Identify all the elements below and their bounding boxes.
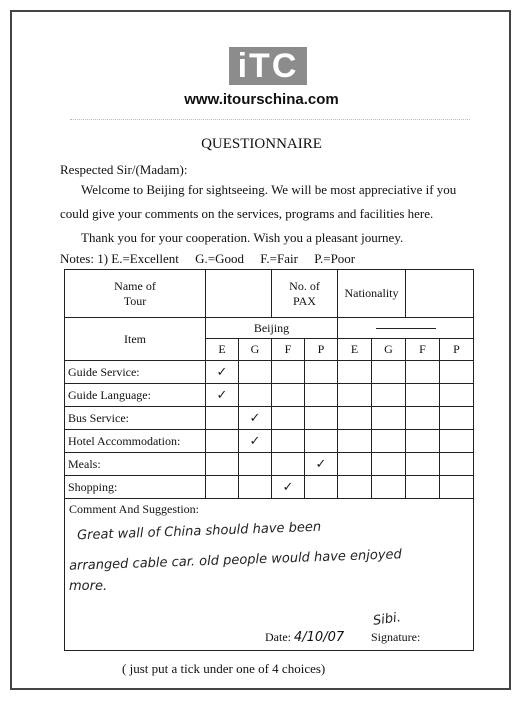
comment-label: Comment And Suggestion: bbox=[69, 502, 200, 516]
grade-notes: Notes: 1) E.=Excellent G.=Good F.=Fair P.=Poor bbox=[60, 251, 356, 266]
rating-cell[interactable] bbox=[372, 476, 406, 499]
grade-header-g: G bbox=[239, 339, 272, 361]
table-row bbox=[65, 407, 474, 430]
name-of-tour-value[interactable] bbox=[206, 270, 272, 318]
table-row bbox=[65, 453, 474, 476]
table-row bbox=[65, 476, 474, 499]
signature-label: Signature: bbox=[371, 630, 421, 644]
rating-cell[interactable] bbox=[272, 476, 305, 499]
dotted-divider bbox=[70, 119, 470, 120]
rating-cell[interactable] bbox=[206, 361, 239, 384]
rating-cell[interactable] bbox=[372, 430, 406, 453]
rating-cell[interactable] bbox=[406, 384, 440, 407]
check-mark-icon: ✓ bbox=[216, 364, 228, 380]
rating-cell[interactable] bbox=[372, 361, 406, 384]
rating-cell[interactable] bbox=[372, 453, 406, 476]
comment-box[interactable] bbox=[65, 499, 474, 651]
rating-cell[interactable] bbox=[338, 384, 372, 407]
rating-cell[interactable] bbox=[272, 361, 305, 384]
check-mark-icon: ✓ bbox=[282, 479, 294, 495]
rating-cell[interactable] bbox=[372, 384, 406, 407]
grade-header-e-2: E bbox=[338, 339, 372, 361]
check-mark-icon: ✓ bbox=[315, 456, 327, 472]
table-row bbox=[65, 361, 474, 384]
rating-cell[interactable] bbox=[338, 476, 372, 499]
check-mark-icon: ✓ bbox=[216, 387, 228, 403]
rating-cell[interactable] bbox=[305, 384, 338, 407]
check-mark-icon: ✓ bbox=[249, 410, 261, 426]
rating-cell[interactable] bbox=[239, 476, 272, 499]
rating-cell[interactable] bbox=[305, 407, 338, 430]
nationality-header: Nationality bbox=[338, 270, 406, 318]
table-row bbox=[65, 430, 474, 453]
rating-cell[interactable] bbox=[305, 430, 338, 453]
comment-line-1: Great wall of China should have been bbox=[76, 519, 322, 544]
rating-cell[interactable] bbox=[440, 407, 474, 430]
rating-cell[interactable] bbox=[272, 430, 305, 453]
rating-cell[interactable] bbox=[305, 453, 338, 476]
row-label: Guide Service: bbox=[65, 361, 206, 384]
rating-cell[interactable] bbox=[239, 407, 272, 430]
rating-cell[interactable] bbox=[440, 430, 474, 453]
rating-cell[interactable] bbox=[440, 361, 474, 384]
check-mark-icon: ✓ bbox=[249, 433, 261, 449]
row-label: Guide Language: bbox=[65, 384, 206, 407]
welcome-line-2: could give your comments on the services, programs and facilities here. bbox=[60, 206, 434, 221]
city-header: Beijing bbox=[206, 318, 338, 339]
grade-header-g-2: G bbox=[372, 339, 406, 361]
rating-cell[interactable] bbox=[372, 407, 406, 430]
rating-cell[interactable] bbox=[440, 453, 474, 476]
row-label: Bus Service: bbox=[65, 407, 206, 430]
date-value: 4/10/07 bbox=[294, 630, 345, 645]
page-title: QUESTIONNAIRE bbox=[201, 136, 322, 152]
rating-cell[interactable] bbox=[206, 453, 239, 476]
date-field: Date: 4/10/07 bbox=[265, 630, 345, 645]
rating-cell[interactable] bbox=[206, 384, 239, 407]
rating-cell[interactable] bbox=[305, 361, 338, 384]
row-label: Meals: bbox=[65, 453, 206, 476]
rating-cell[interactable] bbox=[406, 430, 440, 453]
row-label: Shopping: bbox=[65, 476, 206, 499]
questionnaire-table bbox=[64, 269, 474, 651]
rating-cell[interactable] bbox=[440, 384, 474, 407]
grade-header-f: F bbox=[272, 339, 305, 361]
nationality-value[interactable] bbox=[406, 270, 474, 318]
comment-line-3: more. bbox=[69, 579, 108, 594]
item-header: Item bbox=[65, 318, 206, 361]
rating-cell[interactable] bbox=[272, 407, 305, 430]
row-label: Hotel Accommodation: bbox=[65, 430, 206, 453]
signature-scribble: Sibi. bbox=[372, 610, 402, 629]
second-city-blank[interactable] bbox=[338, 318, 474, 339]
rating-cell[interactable] bbox=[338, 407, 372, 430]
grade-header-p: P bbox=[305, 339, 338, 361]
name-of-tour-header: Name of Tour bbox=[65, 270, 206, 318]
rating-cell[interactable] bbox=[239, 430, 272, 453]
pax-header: No. of PAX bbox=[272, 270, 338, 318]
rating-cell[interactable] bbox=[272, 384, 305, 407]
rating-cell[interactable] bbox=[338, 453, 372, 476]
rating-cell[interactable] bbox=[406, 476, 440, 499]
website-url: www.itourschina.com bbox=[184, 91, 339, 108]
comment-line-2: arranged cable car. old people would have enjoyed bbox=[68, 547, 403, 574]
rating-cell[interactable] bbox=[406, 453, 440, 476]
rating-cell[interactable] bbox=[206, 407, 239, 430]
rating-cell[interactable] bbox=[338, 430, 372, 453]
welcome-line-1: Welcome to Beijing for sightseeing. We will be most appreciative if you bbox=[81, 182, 457, 197]
thanks-line: Thank you for your cooperation. Wish you a pleasant journey. bbox=[81, 230, 404, 245]
rating-cell[interactable] bbox=[206, 430, 239, 453]
footer-instruction: ( just put a tick under one of 4 choices) bbox=[122, 661, 326, 676]
rating-cell[interactable] bbox=[406, 407, 440, 430]
rating-cell[interactable] bbox=[305, 476, 338, 499]
rating-cell[interactable] bbox=[338, 361, 372, 384]
grade-header-p-2: P bbox=[440, 339, 474, 361]
grade-header-f-2: F bbox=[406, 339, 440, 361]
itc-logo: iTC bbox=[229, 47, 307, 85]
rating-cell[interactable] bbox=[239, 361, 272, 384]
rating-cell[interactable] bbox=[272, 453, 305, 476]
rating-cell[interactable] bbox=[440, 476, 474, 499]
salutation: Respected Sir/(Madam): bbox=[60, 162, 188, 177]
table-row bbox=[65, 384, 474, 407]
rating-cell[interactable] bbox=[239, 384, 272, 407]
grade-header-e: E bbox=[206, 339, 239, 361]
rating-cell[interactable] bbox=[206, 476, 239, 499]
rating-cell[interactable] bbox=[406, 361, 440, 384]
rating-cell[interactable] bbox=[239, 453, 272, 476]
